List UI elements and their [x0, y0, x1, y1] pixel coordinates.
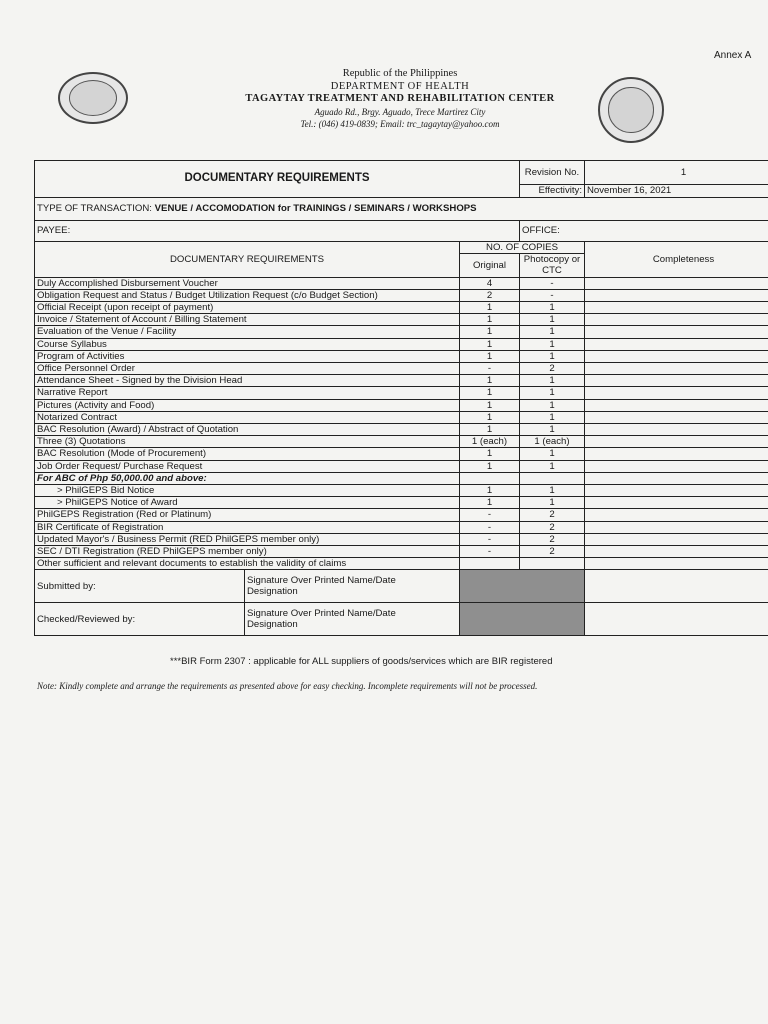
photocopy-copies: 2 [520, 509, 585, 521]
photocopy-copies: 2 [520, 363, 585, 375]
original-copies: - [460, 546, 520, 558]
completeness-cell[interactable] [585, 375, 768, 387]
letterhead-department: DEPARTMENT OF HEALTH [330, 80, 470, 92]
requirement-row [35, 277, 768, 289]
original-copies: - [460, 533, 520, 545]
requirement-row [35, 375, 768, 387]
requirement-row [35, 546, 768, 558]
requirement-row [35, 485, 768, 497]
requirements-column-header: DOCUMENTARY REQUIREMENTS [35, 242, 460, 278]
requirement-name: PhilGEPS Registration (Red or Platinum) [35, 509, 460, 521]
transaction-type [35, 198, 768, 221]
photocopy-copies: 2 [520, 533, 585, 545]
transaction-value: VENUE / ACCOMODATION for TRAININGS / SEMINARS / WORKSHOPS [154, 203, 477, 215]
requirement-row [35, 533, 768, 545]
completeness-cell[interactable] [585, 472, 768, 484]
requirement-row [35, 326, 768, 338]
completeness-cell[interactable] [585, 448, 768, 460]
original-copies: - [460, 509, 520, 521]
original-copies: - [460, 363, 520, 375]
transaction-label: TYPE OF TRANSACTION: [37, 203, 152, 215]
letterhead [200, 68, 600, 131]
completeness-cell[interactable] [585, 289, 768, 301]
requirement-name: SEC / DTI Registration (RED PhilGEPS member only) [35, 546, 460, 558]
completeness-cell[interactable] [585, 399, 768, 411]
requirement-row [35, 424, 768, 436]
requirement-name: Job Order Request/ Purchase Request [35, 460, 460, 472]
payee-field[interactable]: PAYEE: [35, 221, 520, 242]
photocopy-copies: 1 [520, 448, 585, 460]
requirement-name: Other sufficient and relevant documents to establish the validity of claims [35, 558, 460, 570]
photocopy-copies [520, 558, 585, 570]
photocopy-copies: 1 [520, 424, 585, 436]
letterhead-address: Aguado Rd., Brgy. Aguado, Trece Martirez City [314, 106, 486, 117]
completeness-cell[interactable] [585, 546, 768, 558]
completeness-cell[interactable] [585, 277, 768, 289]
letterhead-center-name: TAGAYTAY TREATMENT AND REHABILITATION CENTER [245, 93, 555, 104]
checked-by-completeness-cell[interactable] [585, 603, 768, 636]
completeness-cell[interactable] [585, 485, 768, 497]
photocopy-copies: 1 [520, 350, 585, 362]
checked-by-shaded-cell [460, 603, 585, 636]
requirement-row [35, 314, 768, 326]
requirement-name: Program of Activities [35, 350, 460, 362]
completeness-cell[interactable] [585, 387, 768, 399]
completeness-cell[interactable] [585, 314, 768, 326]
photocopy-copies: 1 (each) [520, 436, 585, 448]
requirement-row [35, 448, 768, 460]
designation-caption: Designation [247, 586, 298, 598]
photocopy-copies: 2 [520, 521, 585, 533]
original-copies: 1 [460, 497, 520, 509]
signature-caption: Signature Over Printed Name/Date [247, 608, 396, 620]
requirement-row [35, 387, 768, 399]
completeness-cell[interactable] [585, 411, 768, 423]
original-copies: 1 [460, 350, 520, 362]
center-logo-seal [598, 77, 664, 143]
original-column-header: Original [460, 254, 520, 277]
completeness-cell[interactable] [585, 338, 768, 350]
original-copies [460, 558, 520, 570]
original-copies: 2 [460, 289, 520, 301]
department-of-health-seal [58, 72, 128, 124]
completeness-cell[interactable] [585, 509, 768, 521]
photocopy-copies: 2 [520, 546, 585, 558]
completeness-cell[interactable] [585, 424, 768, 436]
abc-section-heading: For ABC of Php 50,000.00 and above: [35, 472, 460, 484]
completeness-cell[interactable] [585, 521, 768, 533]
annex-label: Annex A [714, 50, 752, 61]
submitted-by-completeness-cell[interactable] [585, 570, 768, 603]
submitted-by-signature-field[interactable] [245, 570, 460, 603]
requirement-row [35, 289, 768, 301]
completeness-cell[interactable] [585, 350, 768, 362]
requirement-name: Narrative Report [35, 387, 460, 399]
requirement-row [35, 399, 768, 411]
form-title: DOCUMENTARY REQUIREMENTS [35, 161, 520, 198]
photocopy-copies: 1 [520, 326, 585, 338]
requirement-name: Invoice / Statement of Account / Billing Statement [35, 314, 460, 326]
photocopy-copies: 1 [520, 387, 585, 399]
original-copies: 1 [460, 399, 520, 411]
requirement-name: > PhilGEPS Notice of Award [35, 497, 460, 509]
original-copies: 1 [460, 485, 520, 497]
requirement-row [35, 338, 768, 350]
photocopy-copies: 1 [520, 485, 585, 497]
requirement-row [35, 521, 768, 533]
signature-caption: Signature Over Printed Name/Date [247, 575, 396, 587]
original-copies: 1 [460, 314, 520, 326]
designation-caption: Designation [247, 619, 298, 631]
requirement-row [35, 302, 768, 314]
photocopy-copies: - [520, 277, 585, 289]
copies-column-header: NO. OF COPIES [460, 242, 585, 254]
requirement-row [35, 350, 768, 362]
photocopy-copies: 1 [520, 460, 585, 472]
requirement-row [35, 363, 768, 375]
requirement-name: Attendance Sheet - Signed by the Division Head [35, 375, 460, 387]
completeness-cell[interactable] [585, 363, 768, 375]
requirement-name: Duly Accomplished Disbursement Voucher [35, 277, 460, 289]
original-copies: 1 [460, 375, 520, 387]
requirement-row [35, 460, 768, 472]
original-copies: 1 [460, 387, 520, 399]
effectivity-label: Effectivity: [520, 185, 585, 198]
requirement-row [35, 436, 768, 448]
requirement-name: Official Receipt (upon receipt of payment) [35, 302, 460, 314]
original-copies: 1 [460, 411, 520, 423]
letterhead-contact: Tel.: (046) 419-0839; Email: trc_tagaytay@yahoo.com [300, 119, 500, 129]
requirement-name: Course Syllabus [35, 338, 460, 350]
original-copies: 1 (each) [460, 436, 520, 448]
effectivity-value: November 16, 2021 [585, 185, 768, 198]
checked-by-signature-field[interactable] [245, 603, 460, 636]
footer-note: Note: Kindly complete and arrange the requirements as presented above for easy checking. Incomplete requirements will not be processed. [37, 681, 538, 691]
requirement-name: BAC Resolution (Mode of Procurement) [35, 448, 460, 460]
original-copies: 1 [460, 460, 520, 472]
requirement-name: Updated Mayor's / Business Permit (RED PhilGEPS member only) [35, 533, 460, 545]
requirement-row [35, 558, 768, 570]
original-copies: 1 [460, 424, 520, 436]
photocopy-copies: 1 [520, 375, 585, 387]
requirement-row [35, 411, 768, 423]
requirement-name: Office Personnel Order [35, 363, 460, 375]
requirement-name: BAC Resolution (Award) / Abstract of Quotation [35, 424, 460, 436]
abc-section-heading-row [35, 472, 768, 484]
letterhead-republic: Republic of the Philippines [342, 68, 458, 79]
bir-form-note: ***BIR Form 2307 : applicable for ALL suppliers of goods/services which are BIR registered [170, 656, 553, 667]
photocopy-copies: 1 [520, 302, 585, 314]
photocopy-column-header: Photocopy or CTC [520, 254, 585, 277]
original-copies [460, 472, 520, 484]
requirement-name: Pictures (Activity and Food) [35, 399, 460, 411]
completeness-column-header: Completeness [585, 242, 768, 278]
submitted-by-shaded-cell [460, 570, 585, 603]
completeness-cell[interactable] [585, 436, 768, 448]
photocopy-copies: 1 [520, 497, 585, 509]
original-copies: 1 [460, 448, 520, 460]
checked-by-signature-row [35, 603, 768, 636]
requirement-name: Three (3) Quotations [35, 436, 460, 448]
revision-label: Revision No. [520, 161, 585, 185]
requirement-row [35, 509, 768, 521]
photocopy-copies [520, 472, 585, 484]
completeness-cell[interactable] [585, 533, 768, 545]
requirement-name: > PhilGEPS Bid Notice [35, 485, 460, 497]
original-copies: - [460, 521, 520, 533]
requirement-name: BIR Certificate of Registration [35, 521, 460, 533]
requirement-name: Notarized Contract [35, 411, 460, 423]
requirement-row [35, 497, 768, 509]
office-field[interactable]: OFFICE: [520, 221, 768, 242]
photocopy-copies: - [520, 289, 585, 301]
photocopy-copies: 1 [520, 338, 585, 350]
requirement-name: Obligation Request and Status / Budget Utilization Request (c/o Budget Section) [35, 289, 460, 301]
requirements-form [34, 160, 768, 636]
revision-value: 1 [585, 161, 768, 185]
submitted-by-label: Submitted by: [35, 570, 245, 603]
completeness-cell[interactable] [585, 497, 768, 509]
submitted-by-signature-row [35, 570, 768, 603]
photocopy-copies: 1 [520, 314, 585, 326]
requirement-name: Evaluation of the Venue / Facility [35, 326, 460, 338]
original-copies: 1 [460, 338, 520, 350]
completeness-cell[interactable] [585, 302, 768, 314]
original-copies: 4 [460, 277, 520, 289]
photocopy-copies: 1 [520, 399, 585, 411]
completeness-cell[interactable] [585, 460, 768, 472]
original-copies: 1 [460, 302, 520, 314]
checked-by-label: Checked/Reviewed by: [35, 603, 245, 636]
original-copies: 1 [460, 326, 520, 338]
completeness-cell[interactable] [585, 326, 768, 338]
completeness-cell[interactable] [585, 558, 768, 570]
photocopy-copies: 1 [520, 411, 585, 423]
